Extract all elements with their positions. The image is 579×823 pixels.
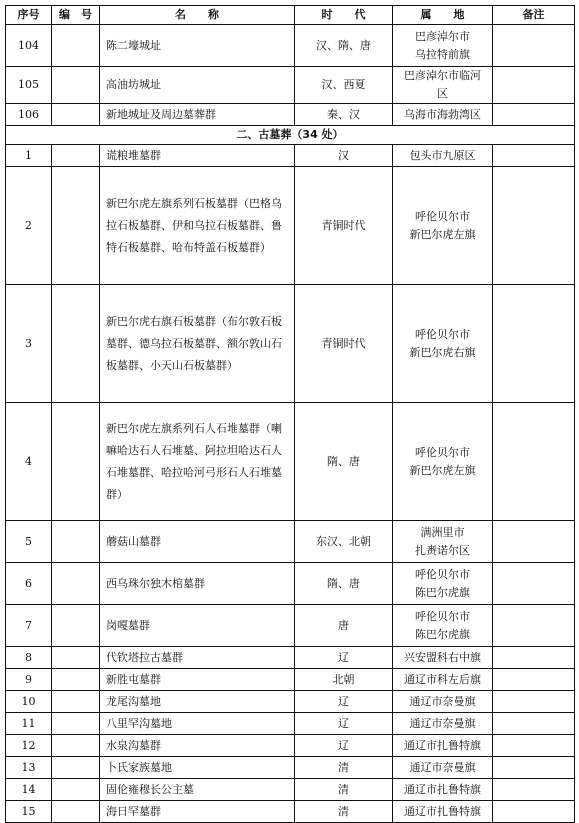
cell-era: 辽 bbox=[295, 647, 393, 669]
cell-seq: 104 bbox=[6, 25, 52, 67]
cell-location bbox=[393, 67, 493, 104]
cell-location bbox=[393, 104, 493, 126]
cell-code bbox=[52, 145, 100, 167]
table-row bbox=[6, 691, 575, 713]
table-body-ancient-tombs bbox=[6, 145, 575, 823]
cell-name: 高油坊城址 bbox=[100, 67, 295, 104]
cell-name: 新巴尔虎左旗系列石人石堆墓群（喇嘛哈达石人石堆墓、阿拉坦哈达石人石堆墓群、哈拉哈河弓形石人石堆墓群） bbox=[100, 403, 295, 521]
cell-name: 新胜屯墓群 bbox=[100, 669, 295, 691]
location-line: 满洲里市 bbox=[420, 525, 465, 539]
cell-era: 北朝 bbox=[295, 669, 393, 691]
location-line: 新巴尔虎左旗 bbox=[409, 463, 476, 477]
cell-code bbox=[52, 779, 100, 801]
cell-seq: 3 bbox=[6, 285, 52, 403]
cell-remarks bbox=[493, 647, 575, 669]
cell-remarks bbox=[493, 691, 575, 713]
cell-location bbox=[393, 145, 493, 167]
cell-code bbox=[52, 67, 100, 104]
cell-seq: 10 bbox=[6, 691, 52, 713]
cell-code bbox=[52, 25, 100, 67]
cell-location bbox=[393, 713, 493, 735]
cell-remarks bbox=[493, 285, 575, 403]
cell-seq: 1 bbox=[6, 145, 52, 167]
location-line: 巴彦淖尔市 bbox=[415, 29, 470, 43]
cell-era: 青铜时代 bbox=[295, 167, 393, 285]
table-row bbox=[6, 104, 575, 126]
cell-code bbox=[52, 713, 100, 735]
table-row bbox=[6, 521, 575, 563]
table-row bbox=[6, 285, 575, 403]
cell-seq: 8 bbox=[6, 647, 52, 669]
cell-seq: 9 bbox=[6, 669, 52, 691]
header-name: 名 称 bbox=[100, 6, 295, 25]
cell-code bbox=[52, 605, 100, 647]
location-line: 呼伦贝尔市 bbox=[415, 445, 470, 459]
cell-era: 唐 bbox=[295, 605, 393, 647]
cell-era: 隋、唐 bbox=[295, 563, 393, 605]
location-line: 呼伦贝尔市 bbox=[415, 209, 470, 223]
location-line: 通辽市扎鲁特旗 bbox=[404, 804, 481, 818]
table-body-ancient-cities bbox=[6, 25, 575, 126]
cell-name: 蘑菇山墓群 bbox=[100, 521, 295, 563]
cell-remarks bbox=[493, 167, 575, 285]
location-line: 呼伦贝尔市 bbox=[415, 609, 470, 623]
table-row bbox=[6, 145, 575, 167]
location-line: 新巴尔虎右旗 bbox=[409, 345, 476, 359]
cell-location bbox=[393, 757, 493, 779]
location-line: 通辽市奈曼旗 bbox=[409, 716, 476, 730]
location-line: 通辽市奈曼旗 bbox=[409, 694, 476, 708]
section-heading-body bbox=[6, 126, 575, 145]
cell-era: 辽 bbox=[295, 713, 393, 735]
table-row bbox=[6, 403, 575, 521]
cell-name: 岗嘎墓群 bbox=[100, 605, 295, 647]
location-line: 新巴尔虎左旗 bbox=[409, 227, 476, 241]
cell-remarks bbox=[493, 25, 575, 67]
cell-era: 汉、隋、唐 bbox=[295, 25, 393, 67]
table-row bbox=[6, 605, 575, 647]
cell-location bbox=[393, 779, 493, 801]
cell-name: 代钦塔拉古墓群 bbox=[100, 647, 295, 669]
header-code: 编 号 bbox=[52, 6, 100, 25]
location-line: 陈巴尔虎旗 bbox=[415, 585, 470, 599]
section-title: 二、古墓葬（34 处） bbox=[6, 126, 575, 145]
location-line: 陈巴尔虎旗 bbox=[415, 627, 470, 641]
cell-code bbox=[52, 647, 100, 669]
cell-seq: 105 bbox=[6, 67, 52, 104]
table-row bbox=[6, 647, 575, 669]
cell-code bbox=[52, 669, 100, 691]
header-remarks: 备注 bbox=[493, 6, 575, 25]
cell-remarks bbox=[493, 713, 575, 735]
cell-seq: 7 bbox=[6, 605, 52, 647]
heritage-table bbox=[5, 5, 575, 823]
location-line: 呼伦贝尔市 bbox=[415, 567, 470, 581]
cell-name: 新巴尔虎右旗石板墓群（布尔敦石板墓群、德乌拉石板墓群、额尔敦山石板墓群、小天山石板墓群） bbox=[100, 285, 295, 403]
cell-remarks bbox=[493, 104, 575, 126]
cell-remarks bbox=[493, 67, 575, 104]
cell-seq: 2 bbox=[6, 167, 52, 285]
header-row bbox=[6, 6, 575, 25]
cell-code bbox=[52, 801, 100, 823]
cell-era: 清 bbox=[295, 779, 393, 801]
cell-location bbox=[393, 605, 493, 647]
cell-code bbox=[52, 167, 100, 285]
heritage-list-sheet bbox=[5, 5, 574, 823]
cell-remarks bbox=[493, 669, 575, 691]
cell-remarks bbox=[493, 757, 575, 779]
table-row bbox=[6, 713, 575, 735]
cell-remarks bbox=[493, 801, 575, 823]
table-row bbox=[6, 167, 575, 285]
cell-name: 固伦雍穆长公主墓 bbox=[100, 779, 295, 801]
cell-era: 东汉、北朝 bbox=[295, 521, 393, 563]
cell-remarks bbox=[493, 735, 575, 757]
cell-remarks bbox=[493, 145, 575, 167]
cell-era: 清 bbox=[295, 801, 393, 823]
header-location: 属 地 bbox=[393, 6, 493, 25]
cell-name: 谎粮堆墓群 bbox=[100, 145, 295, 167]
cell-code bbox=[52, 104, 100, 126]
cell-name: 陈二壕城址 bbox=[100, 25, 295, 67]
section-row bbox=[6, 126, 575, 145]
table-row bbox=[6, 735, 575, 757]
cell-era: 隋、唐 bbox=[295, 403, 393, 521]
cell-seq: 14 bbox=[6, 779, 52, 801]
table-row bbox=[6, 779, 575, 801]
cell-seq: 15 bbox=[6, 801, 52, 823]
header-era: 时 代 bbox=[295, 6, 393, 25]
location-line: 通辽市扎鲁特旗 bbox=[404, 782, 481, 796]
location-line: 通辽市奈曼旗 bbox=[409, 760, 476, 774]
cell-location bbox=[393, 691, 493, 713]
cell-code bbox=[52, 403, 100, 521]
table-row bbox=[6, 669, 575, 691]
cell-code bbox=[52, 757, 100, 779]
cell-seq: 12 bbox=[6, 735, 52, 757]
cell-name: 西乌珠尔独木棺墓群 bbox=[100, 563, 295, 605]
cell-location bbox=[393, 167, 493, 285]
location-line: 乌拉特前旗 bbox=[415, 47, 470, 61]
cell-seq: 5 bbox=[6, 521, 52, 563]
cell-remarks bbox=[493, 403, 575, 521]
location-line: 扎赉诺尔区 bbox=[415, 543, 470, 557]
cell-remarks bbox=[493, 779, 575, 801]
table-row bbox=[6, 67, 575, 104]
location-line: 兴安盟科右中旗 bbox=[404, 650, 481, 664]
cell-seq: 13 bbox=[6, 757, 52, 779]
location-line: 巴彦淖尔市临河区 bbox=[404, 69, 481, 100]
location-line: 乌海市海勃湾区 bbox=[404, 107, 481, 121]
cell-remarks bbox=[493, 605, 575, 647]
table-row bbox=[6, 801, 575, 823]
cell-name: 卜氏家族墓地 bbox=[100, 757, 295, 779]
cell-seq: 6 bbox=[6, 563, 52, 605]
cell-location bbox=[393, 563, 493, 605]
cell-code bbox=[52, 735, 100, 757]
cell-era: 青铜时代 bbox=[295, 285, 393, 403]
cell-era: 汉、西夏 bbox=[295, 67, 393, 104]
cell-era: 汉 bbox=[295, 145, 393, 167]
header-seq: 序号 bbox=[6, 6, 52, 25]
cell-remarks bbox=[493, 563, 575, 605]
cell-seq: 11 bbox=[6, 713, 52, 735]
cell-name: 新巴尔虎左旗系列石板墓群（巴格乌拉石板墓群、伊和乌拉石板墓群、鲁特石板墓群、哈布特盖石板墓群） bbox=[100, 167, 295, 285]
cell-location bbox=[393, 521, 493, 563]
cell-location bbox=[393, 669, 493, 691]
cell-name: 龙尾沟墓地 bbox=[100, 691, 295, 713]
cell-name: 海日罕墓群 bbox=[100, 801, 295, 823]
cell-name: 新地城址及周边墓葬群 bbox=[100, 104, 295, 126]
cell-code bbox=[52, 521, 100, 563]
cell-era: 辽 bbox=[295, 735, 393, 757]
table-row bbox=[6, 563, 575, 605]
location-line: 通辽市科左后旗 bbox=[404, 672, 481, 686]
cell-code bbox=[52, 285, 100, 403]
table-row bbox=[6, 25, 575, 67]
cell-location bbox=[393, 735, 493, 757]
cell-era: 辽 bbox=[295, 691, 393, 713]
cell-era: 清 bbox=[295, 757, 393, 779]
cell-location bbox=[393, 647, 493, 669]
cell-code bbox=[52, 691, 100, 713]
cell-location bbox=[393, 285, 493, 403]
cell-name: 水泉沟墓群 bbox=[100, 735, 295, 757]
cell-era: 秦、汉 bbox=[295, 104, 393, 126]
location-line: 呼伦贝尔市 bbox=[415, 327, 470, 341]
table-row bbox=[6, 757, 575, 779]
cell-location bbox=[393, 25, 493, 67]
cell-seq: 4 bbox=[6, 403, 52, 521]
cell-remarks bbox=[493, 521, 575, 563]
location-line: 通辽市扎鲁特旗 bbox=[404, 738, 481, 752]
cell-name: 八里罕沟墓地 bbox=[100, 713, 295, 735]
location-line: 包头市九原区 bbox=[409, 148, 476, 162]
cell-location bbox=[393, 801, 493, 823]
cell-seq: 106 bbox=[6, 104, 52, 126]
cell-code bbox=[52, 563, 100, 605]
cell-location bbox=[393, 403, 493, 521]
